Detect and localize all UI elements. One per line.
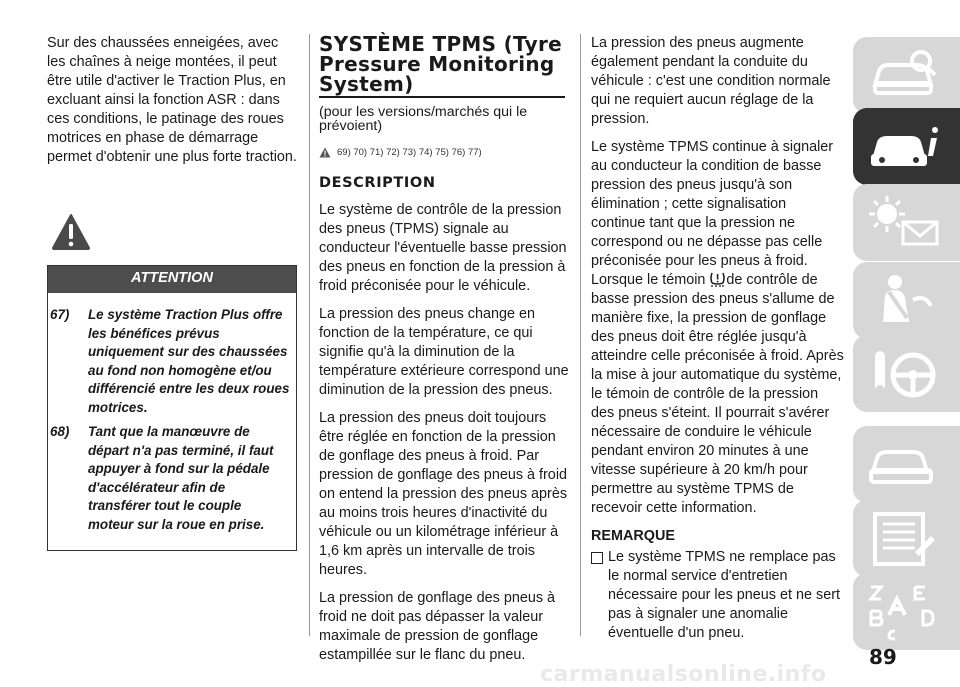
versions-note: (pour les versions/marchés qui le prévoient) xyxy=(319,104,528,134)
page-number: 89 xyxy=(869,645,897,669)
tab-starting-driving[interactable] xyxy=(853,335,960,412)
safety-seat-icon xyxy=(865,270,945,330)
emergency-car-icon xyxy=(865,434,945,494)
column-divider xyxy=(309,34,310,636)
watermark: carmanualsonline.info xyxy=(540,662,827,687)
index-icon xyxy=(865,581,945,641)
subsection-title: DESCRIPTION xyxy=(319,175,436,191)
attention-title: ATTENTION xyxy=(48,266,296,293)
attention-item-number: 67) xyxy=(50,307,70,322)
attention-item-number: 68) xyxy=(50,424,70,439)
paragraph: La pression de gonflage des pneus à froid ne doit pas dépasser la valeur maximale de pression de gonflage estampillée sur le flanc du pneu. xyxy=(319,590,556,663)
attention-item xyxy=(50,423,290,534)
checkbox-bullet-icon xyxy=(591,552,603,564)
warning-triangle-icon xyxy=(51,213,91,251)
paragraph-text: Le système TPMS continue à signaler au conducteur la condition de basse pression des pneus jusqu'à son élimination ; cette signalisation continue tant que la pression ne correspond ou ne dépasse pas celle préconisée pour les pneus à froid. Lorsque le témoin xyxy=(591,139,834,288)
tyre-pressure-icon xyxy=(709,271,726,287)
attention-item-text: Le système Traction Plus offre les bénéfices prévus uniquement sur des chaussées au fond non homogène et/ou différencié entre les deux roues motrices. xyxy=(88,307,290,415)
attention-item xyxy=(50,306,290,417)
attention-box xyxy=(47,265,297,551)
column-right xyxy=(591,34,844,643)
reference-numbers: 69) 70) 71) 72) 73) 74) 75) 76) 77) xyxy=(337,147,482,158)
attention-item-text: Tant que la manœuvre de départ n'a pas terminé, il faut appuyer à fond sur la pédale d'accélérateur afin de transférer tout le couple moteur sur la roue en prise. xyxy=(88,424,274,532)
column-divider xyxy=(580,34,581,636)
maintenance-car-icon xyxy=(865,508,945,568)
tab-dashboard-info[interactable] xyxy=(853,108,960,185)
column-left xyxy=(47,34,299,551)
tab-car-overview[interactable] xyxy=(853,37,960,114)
tab-emergency[interactable] xyxy=(853,426,960,503)
starting-driving-icon xyxy=(865,343,945,403)
paragraph xyxy=(591,138,844,518)
remark-title: REMARQUE xyxy=(591,528,675,544)
paragraph-text: de contrôle de basse pression des pneus s'allume de manière fixe, la pression de gonflage des pneus doit être réglée jusqu'à atteindre celle préconisée à froid. Après la mise à jour automatique du système, le témoin de contrôle de la pression des pneus s'éteint. Il pourrait s'avérer nécessaire de conduire le véhicule pendant environ 20 minutes à une vitesse supérieure à 20 km/h pour permettre au système TPMS de recevoir cette information. xyxy=(591,272,844,516)
paragraph: La pression des pneus augmente également pendant la conduite du véhicule : c'est une condition normale qui ne requiert aucun réglage de la pression. xyxy=(591,35,831,127)
tab-safety[interactable] xyxy=(853,262,960,339)
paragraph: La pression des pneus change en fonction de la température, ce qui signifie qu'à la diminution de la température extérieure correspond une diminution de la pression des pneus. xyxy=(319,306,569,398)
remark-text: Le système TPMS ne remplace pas le normal service d'entretien nécessaire pour les pneus et ne sert pas à signaler une anomalie éventuelle d'un pneu. xyxy=(608,549,840,641)
tab-maintenance[interactable] xyxy=(853,500,960,577)
tab-lights-signals[interactable] xyxy=(853,184,960,261)
column-middle xyxy=(319,34,569,674)
section-title: SYSTÈME TPMS (Tyre Pressure Monitoring System) xyxy=(319,34,565,98)
tab-technical-index[interactable] xyxy=(853,573,960,650)
remark-item xyxy=(591,548,844,643)
warning-references xyxy=(319,143,569,162)
paragraph: Le système de contrôle de la pression des pneus (TPMS) signale au conducteur l'éventuelle basse pression des pneus en fonction de la pression à froid préconisée pour le véhicule. xyxy=(319,202,567,294)
dashboard-info-icon xyxy=(865,116,945,176)
lights-signals-icon xyxy=(865,192,945,252)
intro-paragraph: Sur des chaussées enneigées, avec les chaînes à neige montées, il peut être utile d'activer le Traction Plus, en excluant ainsi la fonction ASR : dans ces conditions, le patinage des roues motrices en phase de démarrage permet d'obtenir une plus forte traction. xyxy=(47,35,297,165)
car-overview-icon xyxy=(865,45,945,105)
small-warning-icon xyxy=(319,147,331,158)
paragraph: La pression des pneus doit toujours être réglée en fonction de la pression de gonflage des pneus à froid. Par pression de gonflage des pneus à froid on entend la pression des pneus après au moins trois heures d'inactivité du véhicule ou un kilométrage inférieur à 1,6 km après un intervalle de trois heures. xyxy=(319,410,568,578)
